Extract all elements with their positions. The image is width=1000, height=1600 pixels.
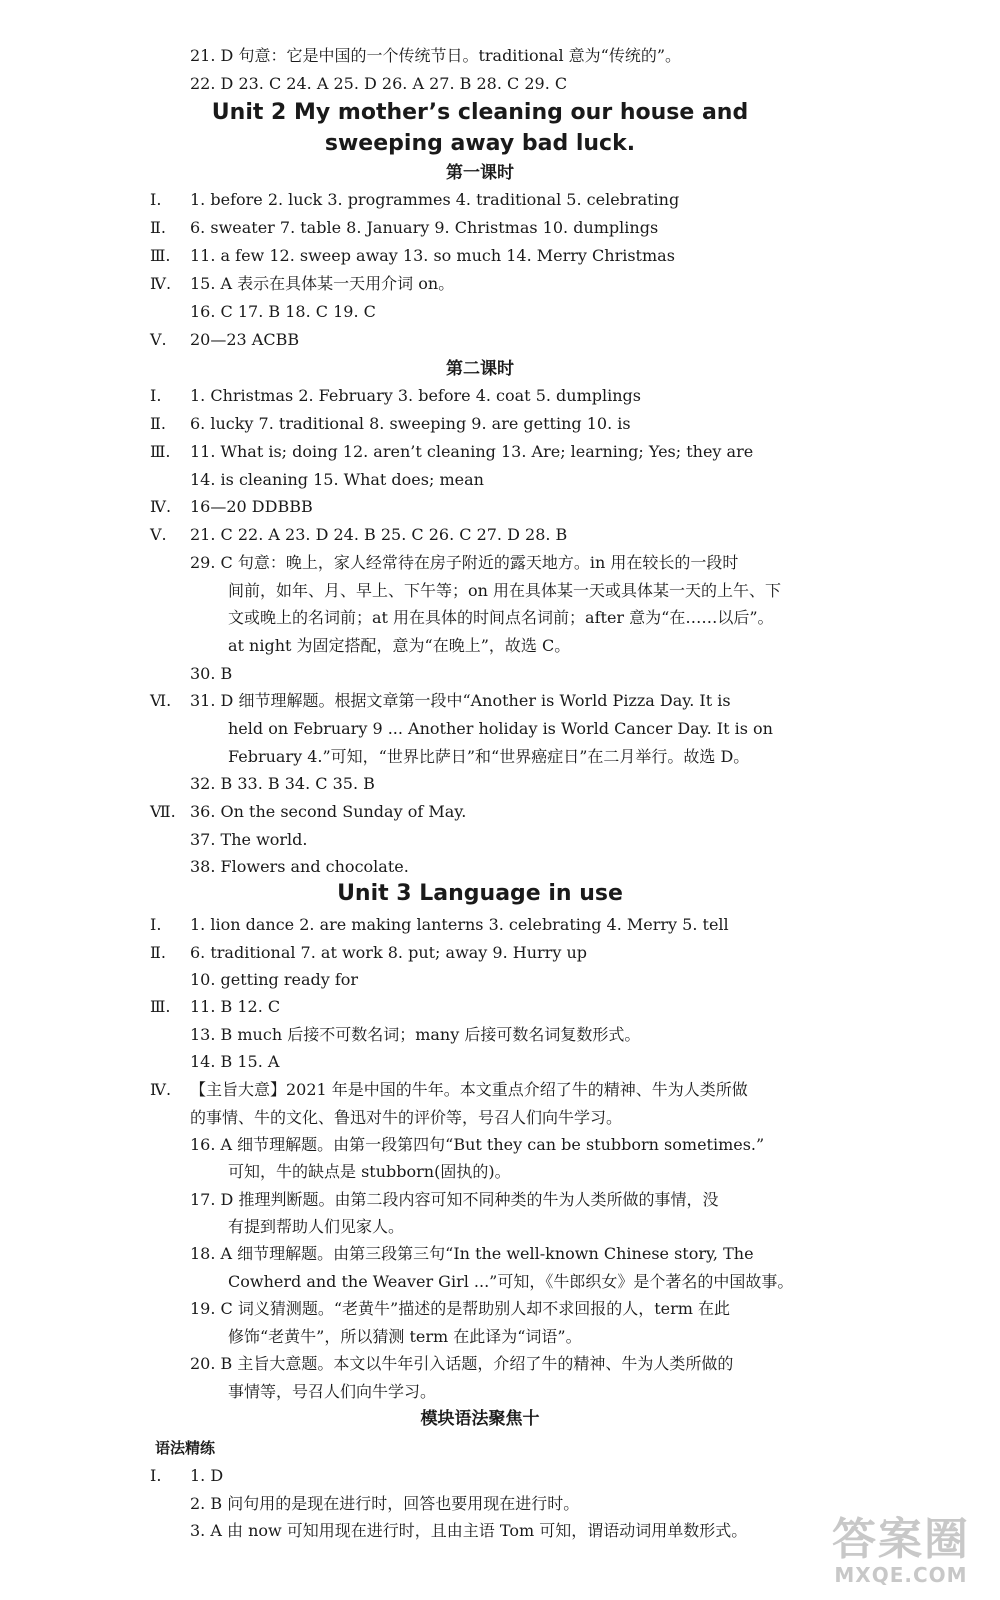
section-numeral: Ⅲ.: [150, 997, 171, 1016]
answer-text: held on February 9 ... Another holiday is World Cancer Day. It is on: [228, 719, 773, 738]
answer-text: 18. A 细节理解题。由第三段第三句“In the well-known Chinese story, The: [190, 1244, 754, 1263]
watermark-text: 答案圈: [832, 1514, 970, 1565]
grammar-practice-label: 语法精练: [155, 1439, 216, 1457]
lesson2-heading: 第二课时: [446, 359, 514, 379]
section-numeral: Ⅱ.: [150, 943, 166, 962]
section-numeral: Ⅳ.: [150, 1080, 172, 1099]
answer-text: 10. getting ready for: [190, 970, 359, 989]
section-numeral: Ⅱ.: [150, 414, 166, 433]
answer-text: 修饰“老黄牛”，所以猜测 term 在此译为“词语”。: [228, 1327, 582, 1346]
answer-text: 1. Christmas 2. February 3. before 4. coat 5. dumplings: [190, 386, 641, 405]
answer-text: 37. The world.: [190, 830, 308, 849]
answer-text: 1. lion dance 2. are making lanterns 3. celebrating 4. Merry 5. tell: [190, 915, 729, 934]
answer-text: 19. C 词义猜测题。“老黄牛”描述的是帮助别人却不求回报的人，term 在此: [190, 1299, 731, 1318]
answer-text: 2. B 问句用的是现在进行时，回答也要用现在进行时。: [190, 1494, 580, 1513]
answer-text: 16. C 17. B 18. C 19. C: [190, 302, 376, 321]
answer-text: 16—20 DDBBB: [190, 497, 313, 516]
unit2-title-line1: Unit 2 My mother’s cleaning our house and: [211, 100, 749, 125]
section-numeral: Ⅰ.: [150, 190, 162, 209]
answer-text: 6. lucky 7. traditional 8. sweeping 9. are getting 10. is: [190, 414, 631, 433]
answer-text: at night 为固定搭配，意为“在晚上”，故选 C。: [228, 636, 571, 655]
answer-text: 【主旨大意】2021 年是中国的牛年。本文重点介绍了牛的精神、牛为人类所做: [190, 1080, 748, 1099]
section-numeral: Ⅰ.: [150, 1466, 162, 1485]
answer-text: 可知，牛的缺点是 stubborn(固执的)。: [228, 1162, 511, 1181]
answer-text: 有提到帮助人们见家人。: [228, 1217, 405, 1236]
answer-text: 17. D 推理判断题。由第二段内容可知不同种类的牛为人类所做的事情，没: [190, 1190, 719, 1209]
section-numeral: Ⅴ.: [150, 330, 167, 349]
answer-text: 文或晚上的名词前；at 用在具体的时间点名词前；after 意为“在……以后”。: [228, 608, 774, 627]
section-numeral: Ⅲ.: [150, 246, 171, 265]
answer-text: 22. D 23. C 24. A 25. D 26. A 27. B 28. C 29. C: [190, 74, 568, 93]
section-numeral: Ⅵ.: [150, 691, 172, 710]
answer-text: 20. B 主旨大意题。本文以牛年引入话题，介绍了牛的精神、牛为人类所做的: [190, 1354, 734, 1373]
watermark-url: MXQE.COM: [834, 1563, 968, 1587]
answer-text: 16. A 细节理解题。由第一段第四句“But they can be stubborn sometimes.”: [190, 1135, 765, 1154]
section-numeral: Ⅳ.: [150, 274, 172, 293]
answer-text: 31. D 细节理解题。根据文章第一段中“Another is World Pizza Day. It is: [190, 691, 731, 710]
answer-text: 3. A 由 now 可知用现在进行时，且由主语 Tom 可知，谓语动词用单数形式。: [190, 1521, 748, 1540]
section-numeral: Ⅶ.: [150, 802, 176, 821]
answer-text: 29. C 句意：晚上，家人经常待在房子附近的露天地方。in 用在较长的一段时: [190, 553, 739, 572]
section-numeral: Ⅴ.: [150, 525, 167, 544]
answer-text: 15. A 表示在具体某一天用介词 on。: [190, 274, 455, 293]
answer-text: 30. B: [190, 664, 233, 683]
section-numeral: Ⅰ.: [150, 915, 162, 934]
answer-text: Cowherd and the Weaver Girl ...”可知，《牛郎织女》是个著名的中国故事。: [228, 1272, 794, 1291]
answer-text: 6. traditional 7. at work 8. put; away 9. Hurry up: [190, 943, 587, 962]
answer-text: 6. sweater 7. table 8. January 9. Christmas 10. dumplings: [190, 218, 659, 237]
answer-text: 1. D: [190, 1466, 224, 1485]
unit2-title-line2: sweeping away bad luck.: [324, 131, 636, 156]
section-numeral: Ⅲ.: [150, 442, 171, 461]
answer-text: 14. is cleaning 15. What does; mean: [190, 470, 484, 489]
section-numeral: Ⅰ.: [150, 386, 162, 405]
answer-text: 间前，如年、月、早上、下午等；on 用在具体某一天或具体某一天的上午、下: [228, 581, 782, 600]
answer-text: 36. On the second Sunday of May.: [190, 802, 467, 821]
answer-text: 的事情、牛的文化、鲁迅对牛的评价等，号召人们向牛学习。: [190, 1108, 623, 1127]
answer-text: 1. before 2. luck 3. programmes 4. traditional 5. celebrating: [190, 190, 680, 209]
answer-text: 21. D 句意：它是中国的一个传统节日。traditional 意为“传统的”。: [190, 46, 682, 65]
answer-text: 11. B 12. C: [190, 997, 281, 1016]
unit3-title: Unit 3 Language in use: [337, 881, 623, 906]
answer-text: 事情等，号召人们向牛学习。: [228, 1382, 437, 1401]
answer-text: 11. a few 12. sweep away 13. so much 14. Merry Christmas: [190, 246, 675, 265]
watermark-logo: [832, 1516, 970, 1586]
answer-text: 38. Flowers and chocolate.: [190, 857, 409, 876]
answer-text: 14. B 15. A: [190, 1052, 280, 1071]
section-numeral: Ⅱ.: [150, 218, 166, 237]
answer-text: February 4.”可知，“世界比萨日”和“世界癌症日”在二月举行。故选 D。: [228, 747, 750, 766]
section-numeral: Ⅳ.: [150, 497, 172, 516]
module-grammar-heading: 模块语法聚焦十: [420, 1409, 540, 1429]
answer-text: 13. B much 后接不可数名词；many 后接可数名词复数形式。: [190, 1025, 641, 1044]
answer-text: 21. C 22. A 23. D 24. B 25. C 26. C 27. D 28. B: [190, 525, 568, 544]
answer-text: 11. What is; doing 12. aren’t cleaning 13. Are; learning; Yes; they are: [190, 442, 754, 461]
answer-text: 32. B 33. B 34. C 35. B: [190, 774, 375, 793]
answer-text: 20—23 ACBB: [190, 330, 300, 349]
lesson1-heading: 第一课时: [446, 163, 514, 183]
